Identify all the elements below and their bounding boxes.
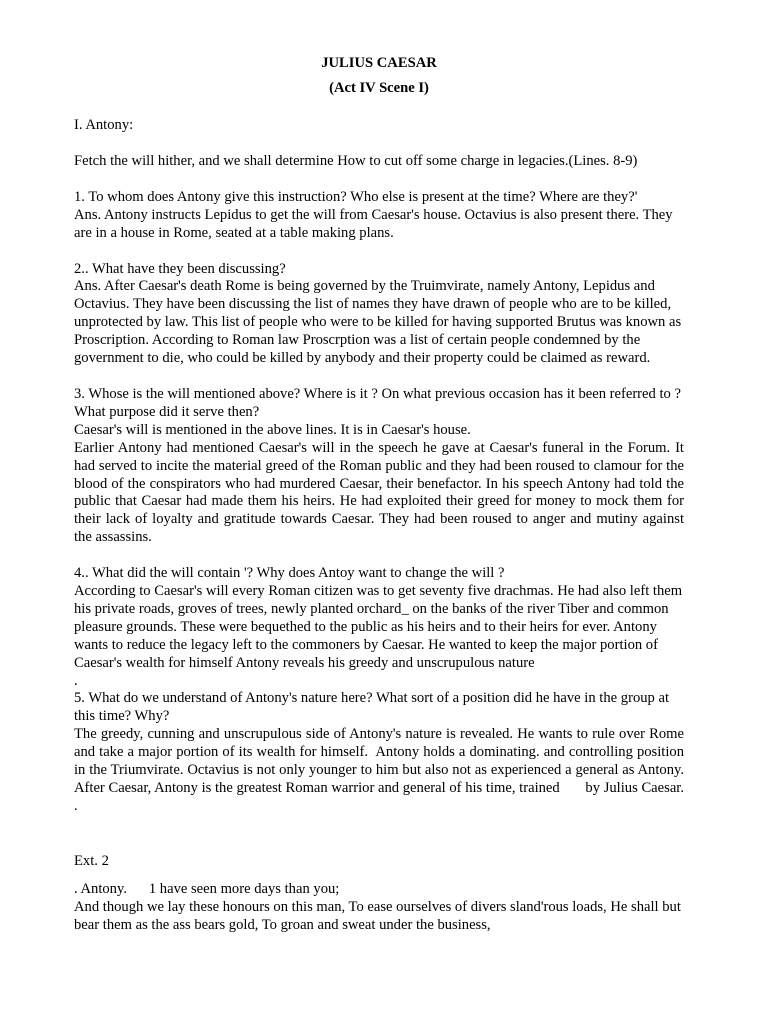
question-3: 3. Whose is the will mentioned above? Where is it ? On what previous occasion has it been referred to ? What purpose did it serve then? — [74, 385, 681, 420]
extract-1-heading: I. Antony: — [74, 117, 134, 133]
answer-2: Ans. After Caesar's death Rome is being governed by the Truimvirate, namely Antony, Lepidus and Octavius. They have been discussing the list of names they have drawn of people who are to be killed, unprotected by law. This list of people who were to be killed for having supported Brutus was known as Proscription. According to Roman law Proscrption was a list of certain people condemned by the government to die, who could be killed by anybody and their property could be claimed as reward. — [74, 278, 682, 367]
answer-3-part-1: Caesar's will is mentioned in the above lines. It is in Caesar's house. — [74, 421, 471, 438]
extract-2-heading: Ext. 2 — [74, 852, 109, 869]
extract-2-line-1: . Antony. 1 have seen more days than you; — [74, 880, 340, 897]
answer-5: The greedy, cunning and unscrupulous side of Antony's nature is revealed. He wants to rule over Rome and take a major portion of its wealth for himself. Antony holds a dominating. and controlling position in the Triumvirate. Octavius is not only younger to him but also not as experienced a general as Antony. After Caesar, Antony is the greatest Roman warrior and general of his time, trained by Julius Caesar. . — [74, 726, 725, 814]
answer-1: Ans. Antony instructs Lepidus to get the will from Caesar's house. Octavius is also present there. They are in a house in Rome, seated at a table making plans. — [74, 206, 673, 241]
extract-2-line-2: And though we lay these honours on this man, To ease ourselves of divers sland'rous loads, He shall but bear them as the ass bears gold, To groan and sweat under the business, — [74, 898, 681, 933]
document-title: JULIUS CAESAR — [321, 55, 437, 71]
document-subtitle: (Act IV Scene I) — [329, 80, 429, 96]
document-page — [74, 52, 725, 934]
answer-4: According to Caesar's will every Roman citizen was to get seventy five drachmas. He had also left them his private roads, groves of trees, newly planted orchard_ on the banks of the river Tiber and common pleasure grounds. These were bequethed to the public as his heirs and to their heirs for ever. Antony wants to reduce the legacy left to the commoners by Caesar. He wanted to keep the major portion of Caesar's wealth for himself Antony reveals his greedy and unscrupulous nature — [74, 583, 683, 671]
answer-3-part-2: Earlier Antony had mentioned Caesar's will in the speech he gave at Caesar's funeral in the Forum. It had served to incite the material greed of the Roman public and they had been roused to clamour for the blood of the conspirators who had murdered Caesar, their benefactor. In his speech Antony had told the public that Caesar had made them his heirs. He had exploited their greed for money to mock them for their lack of loyalty and gratitude towards Caesar. They had been roused to anger and mutiny against the assassins. — [74, 439, 684, 546]
extract-1-quote: Fetch the will hither, and we shall determine How to cut off some charge in legacies.(Lines. 8-9) — [74, 152, 638, 169]
question-5: 5. What do we understand of Antony's nature here? What sort of a position did he have in the group at this time? Why? — [74, 690, 670, 725]
question-1: 1. To whom does Antony give this instruction? Who else is present at the time? Where are they?' — [74, 188, 638, 205]
answer-4-trailing-dot: . — [74, 672, 78, 689]
question-2: 2.. What have they been discussing? — [74, 260, 286, 277]
question-4: 4.. What did the will contain '? Why does Antoy want to change the will ? — [74, 565, 505, 582]
